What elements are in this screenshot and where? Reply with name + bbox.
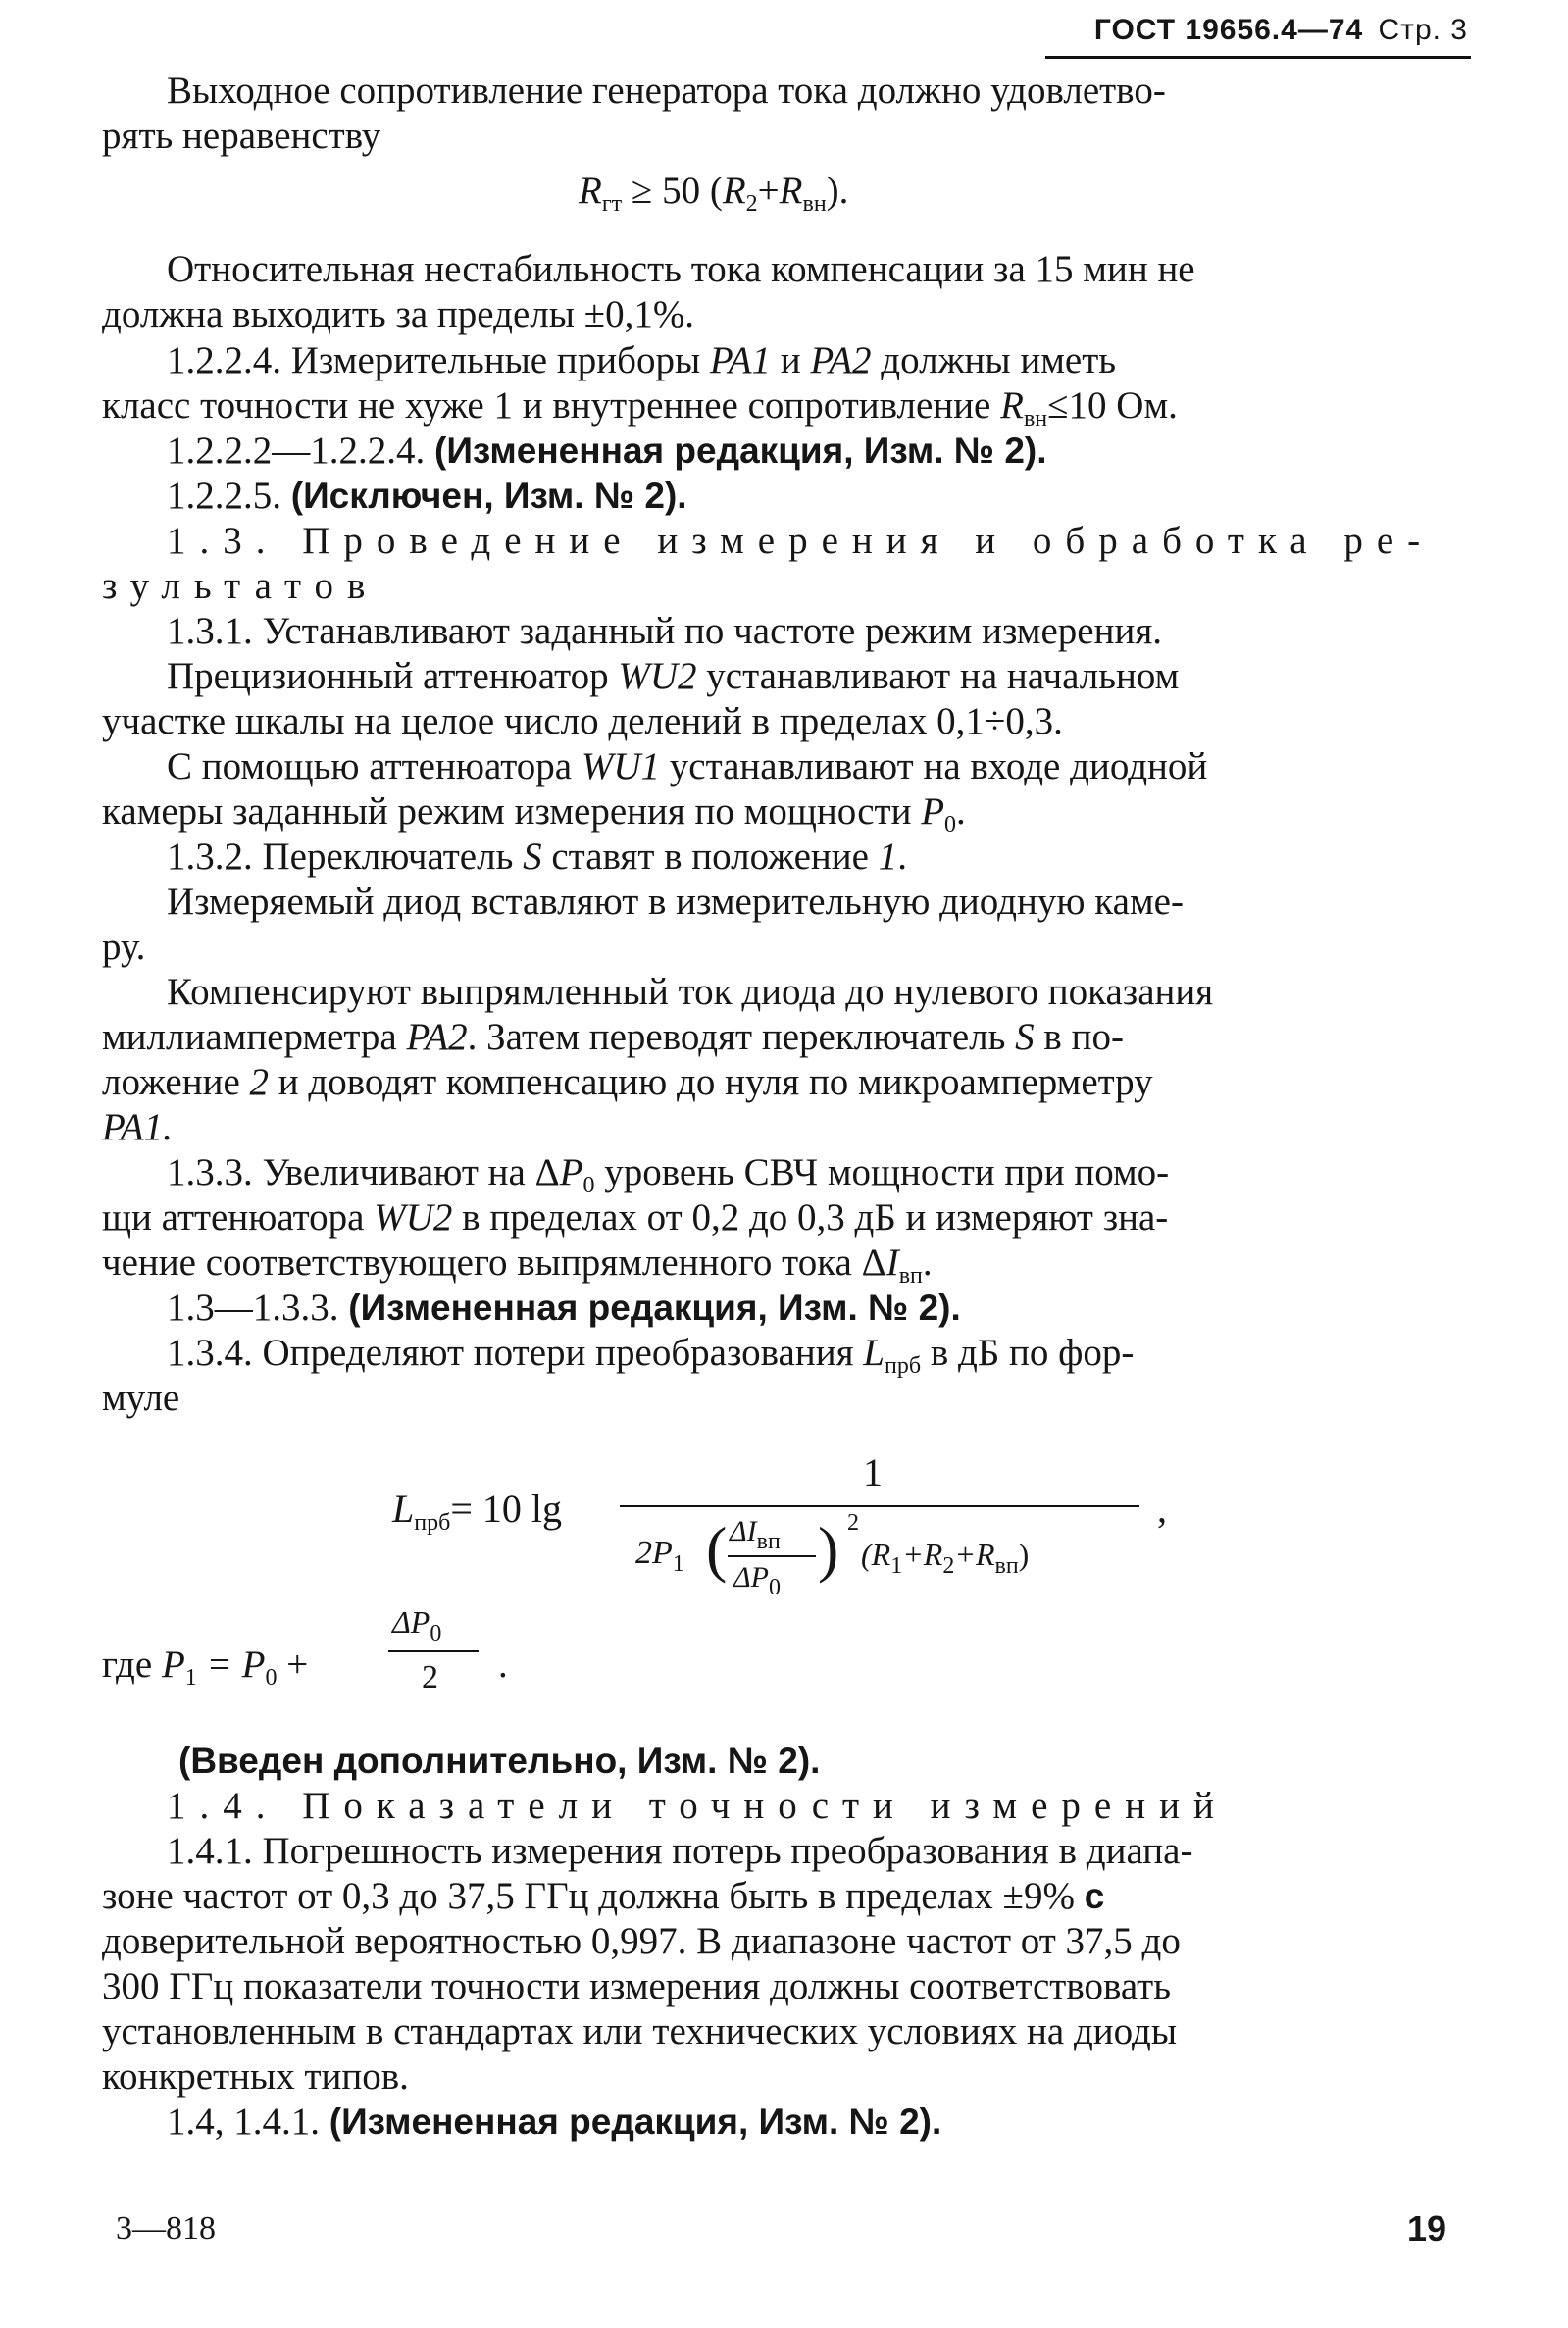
insert-line1: Измеряемый диод вставляют в измерительную диодную каме- [167,881,1184,923]
page-label: Стр. 3 [1378,14,1468,46]
wu1-line2: камеры заданный режим измерения по мощности $P_0$. [102,790,966,837]
amendment-5: 1.4, 1.4.1. (Измененная редакция, Изм. № 2). [167,2100,942,2143]
comp-line3: ложение 2 и доводят компенсацию до нуля по микроамперметру [102,1061,1153,1103]
amendment-3: 1.3—1.3.3. (Измененная редакция, Изм. № 2). [167,1287,961,1329]
p132: 1.3.2. Переключатель S ставят в положение 1. [167,835,907,878]
prec-line1: Прецизионный аттенюатор WU2 устанавливают на начальном [167,655,1180,697]
formula-resistance-sum: $(R_1+R_2+R_{вп})$ [861,1537,1030,1579]
formula-dI: $\Delta I_{вп}$ [730,1515,781,1554]
footer-page-number: 19 [1406,2208,1446,2249]
where-numerator: $\Delta P_0$ [392,1604,442,1646]
header-rule [1045,56,1471,59]
wu1-line1: С помощью аттенюатора WU1 устанавливают на входе диодной [167,745,1208,787]
amendment-2: 1.2.2.5. (Исключен, Изм. № 2). [167,475,687,517]
formula-square: 2 [847,1510,859,1536]
formula-comma: , [1157,1487,1167,1531]
para2-line1: Относительная нестабильность тока компенсации за 15 мин не [167,248,1195,290]
p1224-line1: 1.2.2.4. Измерительные приборы PA1 и PA2 должны иметь [167,339,1117,381]
para1-line1: Выходное сопротивление генератора тока должно удовлетво- [167,70,1166,112]
formula-fraction-bar [620,1505,1139,1507]
section-1-3-heading-line1: 1.3. Проведение измерения и обработка ре- [167,520,1435,562]
p134-line2: муле [102,1377,180,1419]
p133-line1: 1.3.3. Увеличивают на $\Delta P_0$ уровень СВЧ мощности при помо- [167,1151,1170,1198]
para2-line2: должна выходить за пределы ±0,1%. [102,293,695,335]
footer-print-code: 3—818 [116,2210,216,2247]
p141-line4: 300 ГГц показатели точности измерения должны соответствовать [102,1965,1172,2007]
formula-paren-right: ) [818,1514,839,1584]
amendment-4: (Введен дополнительно, Изм. № 2). [178,1741,821,1781]
comp-line1: Компенсируют выпрямленный ток диода до нулевого показания [167,971,1214,1013]
p1224-line2: класс точности не хуже 1 и внутреннее сопротивление $R_{вн}\le 10$ Ом. [102,384,1178,431]
formula-denominator-2p1: $2P_1$ [635,1535,684,1577]
page-header [1094,14,1468,47]
where-denominator: 2 [422,1659,438,1695]
para1-line2: рять неравенству [102,115,381,157]
comp-line2: миллиамперметра PA2. Затем переводят переключатель S в по- [102,1016,1124,1058]
comp-line4: PA1. [102,1106,173,1148]
p131: 1.3.1. Устанавливают заданный по частоте режим измерения. [167,610,1163,652]
section-1-4-heading: 1.4. Показатели точности измерений [167,1785,1228,1827]
amendment-1: 1.2.2.2—1.2.2.4. (Измененная редакция, Изм. № 2). [167,430,1047,472]
insert-line2: ру. [102,926,146,968]
standard-number: ГОСТ 19656.4—74 [1093,14,1364,46]
formula-numerator: 1 [863,1450,883,1494]
formula-dP: $\Delta P_0$ [733,1561,781,1600]
where-fraction-bar [388,1650,479,1652]
p133-line3: чение соответствующего выпрямленного тока $\Delta I_{вп}$. [102,1241,933,1289]
where-lhs: где $P_1 = P_0$ + [102,1644,309,1691]
p141-line2: зоне частот от 0,3 до 37,5 ГГц должна быть в пределах ±9% с [102,1875,1105,1917]
p141-line1: 1.4.1. Погрешность измерения потерь преобразования в диапа- [167,1830,1193,1872]
prec-line2: участке шкалы на целое число делений в пределах 0,1÷0,3. [102,700,1063,742]
inequality: $R_{гт} \ge 50$ $(R_2+R_{вн})$. [579,170,849,217]
p133-line2: щи аттенюатора WU2 в пределах от 0,2 до 0,3 дБ и измеряют зна- [102,1196,1169,1239]
formula-lhs: $L_{прб}= 10$ lg [392,1487,562,1536]
p141-line3: доверительной вероятностью 0,997. В диапазоне частот от 37,5 до [102,1920,1181,1962]
section-1-3-heading-line2: зультатов [102,565,379,607]
formula-inner-bar [728,1555,816,1557]
p134-line1: 1.3.4. Определяют потери преобразования $L_{прб}$ в дБ по фор- [167,1332,1135,1379]
p141-line5: установленным в стандартах или технических условиях на диоды [102,2010,1178,2052]
p141-line6: конкретных типов. [102,2055,409,2098]
where-dot: . [498,1644,508,1686]
formula-paren-left: ( [706,1514,728,1584]
